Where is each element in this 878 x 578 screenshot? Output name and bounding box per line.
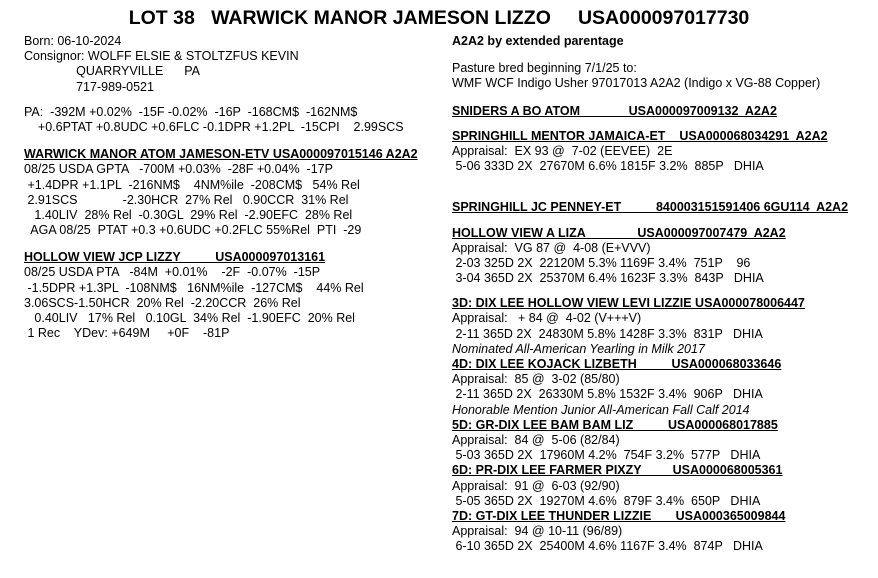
third-dam-line: 2-11 365D 2X 24830M 5.8% 1428F 3.3% 831P DHIA (452, 326, 763, 341)
dams-dam-section (452, 226, 872, 287)
third-dam-heading: 3D: DIX LEE HOLLOW VIEW LEVI LIZZIE USA000078006447 (452, 296, 805, 311)
seventh-dam-heading: 7D: GT-DIX LEE THUNDER LIZZIE USA000365009844 (452, 508, 786, 523)
fourth-dam-note: Honorable Mention Junior All-American Fall Calf 2014 (452, 402, 750, 417)
dams-dam-line: Appraisal: VG 87 @ 4-08 (E+VVV) (452, 240, 651, 255)
fourth-dam-line: 2-11 365D 2X 26330M 5.8% 1532F 3.4% 906P DHIA (452, 387, 763, 402)
dam-line: 3.06SCS-1.50HCR 20% Rel -2.20CCR 26% Rel (24, 295, 301, 310)
consignor: Consignor: WOLFF ELSIE & STOLTZFUS KEVIN (24, 49, 299, 64)
sire-line: 1.40LIV 28% Rel -0.30GL 29% Rel -2.90EFC 28% Rel (24, 207, 353, 222)
page-title: LOT 38 WARWICK MANOR JAMESON LIZZO USA000097017730 (128, 7, 750, 29)
fifth-dam-line: Appraisal: 84 @ 5-06 (82/84) (452, 432, 620, 447)
dam-heading: HOLLOW VIEW JCP LIZZY USA000097013161 (24, 250, 326, 265)
sixth-dam-section (452, 463, 872, 509)
sires-dam-heading: SPRINGHILL MENTOR JAMAICA-ET USA000068034291 A2A2 (452, 128, 828, 143)
sire-heading: WARWICK MANOR ATOM JAMESON-ETV USA000097015146 A2A2 (24, 147, 418, 162)
pa-line-2: +0.6PTAT +0.8UDC +0.6FLC -0.1DPR +1.2PL -15CPI 2.99SCS (24, 119, 404, 134)
dams-dam-heading: HOLLOW VIEW A LIZA USA000097007479 A2A2 (452, 225, 786, 240)
dam-line: 08/25 USDA PTA -84M +0.01% -2F -0.07% -15P (24, 265, 321, 280)
consignor-city: QUARRYVILLE PA (24, 64, 200, 79)
sires-dam-line: Appraisal: EX 93 @ 7-02 (EEVEE) 2E (452, 143, 673, 158)
sixth-dam-line: 5-05 365D 2X 19270M 4.6% 879F 3.4% 650P DHIA (452, 493, 761, 508)
sires-dam-line: 5-06 333D 2X 27670M 6.6% 1815F 3.2% 885P DHIA (452, 159, 764, 174)
sixth-dam-line: Appraisal: 91 @ 6-03 (92/90) (452, 478, 620, 493)
sires-sire: SNIDERS A BO ATOM USA000097009132 A2A2 (452, 103, 777, 118)
sire-line: 08/25 USDA GPTA -700M +0.03% -28F +0.04% -17P (24, 162, 333, 177)
seventh-dam-section (452, 509, 872, 555)
third-dam-section (452, 296, 872, 357)
seventh-dam-line: Appraisal: 94 @ 10-11 (96/89) (452, 524, 623, 539)
third-dam-note: Nominated All-American Yearling in Milk 2017 (452, 341, 705, 356)
dam-line: -1.5DPR +1.3PL -108NM$ 16NM%ile -127CM$ 44% Rel (24, 280, 364, 295)
born-date: Born: 06-10-2024 (24, 34, 122, 48)
sire-line: AGA 08/25 PTAT +0.3 +0.6UDC +0.2FLC 55%Rel PTI -29 (24, 223, 362, 238)
right-column (452, 34, 872, 554)
sire-line: 2.91SCS -2.30HCR 27% Rel 0.90CCR 31% Rel (24, 192, 349, 207)
sire-line: +1.4DPR +1.1PL -216NM$ 4NM%ile -208CM$ 54% Rel (24, 177, 360, 192)
left-column (24, 34, 444, 341)
dams-sire: SPRINGHILL JC PENNEY-ET 840003151591406 6GU114 A2A2 (452, 200, 849, 215)
pasture-bred-line: Pasture bred beginning 7/1/25 to: (452, 61, 637, 76)
dam-line: 0.40LIV 17% Rel 0.10GL 34% Rel -1.90EFC 20% Rel (24, 311, 355, 325)
dams-dam-line: 2-03 325D 2X 22120M 5.3% 1169F 3.4% 751P 96 (452, 255, 751, 270)
dam-section (24, 250, 444, 341)
dam-line: 1 Rec YDev: +649M +0F -81P (24, 326, 230, 341)
seventh-dam-line: 6-10 365D 2X 25400M 4.6% 1167F 3.4% 874P DHIA (452, 539, 763, 554)
a2-status: A2A2 by extended parentage (452, 34, 624, 48)
sixth-dam-heading: 6D: PR-DIX LEE FARMER PIXZY USA000068005361 (452, 463, 783, 478)
fifth-dam-heading: 5D: GR-DIX LEE BAM BAM LIZ USA000068017885 (452, 417, 778, 432)
dams-dam-line: 3-04 365D 2X 25370M 6.4% 1623F 3.3% 843P DHIA (452, 271, 764, 286)
consignor-phone: 717-989-0521 (24, 79, 154, 94)
fifth-dam-section (452, 418, 872, 464)
pa-line-1: PA: -392M +0.02% -15F -0.02% -16P -168CM$ -162NM$ (24, 104, 358, 119)
fifth-dam-line: 5-03 365D 2X 17960M 4.2% 754F 3.2% 577P DHIA (452, 448, 761, 463)
sires-dam-section (452, 129, 872, 175)
fourth-dam-heading: 4D: DIX LEE KOJACK LIZBETH USA000068033646 (452, 357, 782, 371)
sire-section (24, 147, 444, 238)
third-dam-line: Appraisal: + 84 @ 4-02 (V+++V) (452, 311, 642, 326)
fourth-dam-line: Appraisal: 85 @ 3-02 (85/80) (452, 372, 620, 387)
fourth-dam-section (452, 357, 872, 418)
service-sire: WMF WCF Indigo Usher 97017013 A2A2 (Indigo x VG-88 Copper) (452, 76, 821, 91)
